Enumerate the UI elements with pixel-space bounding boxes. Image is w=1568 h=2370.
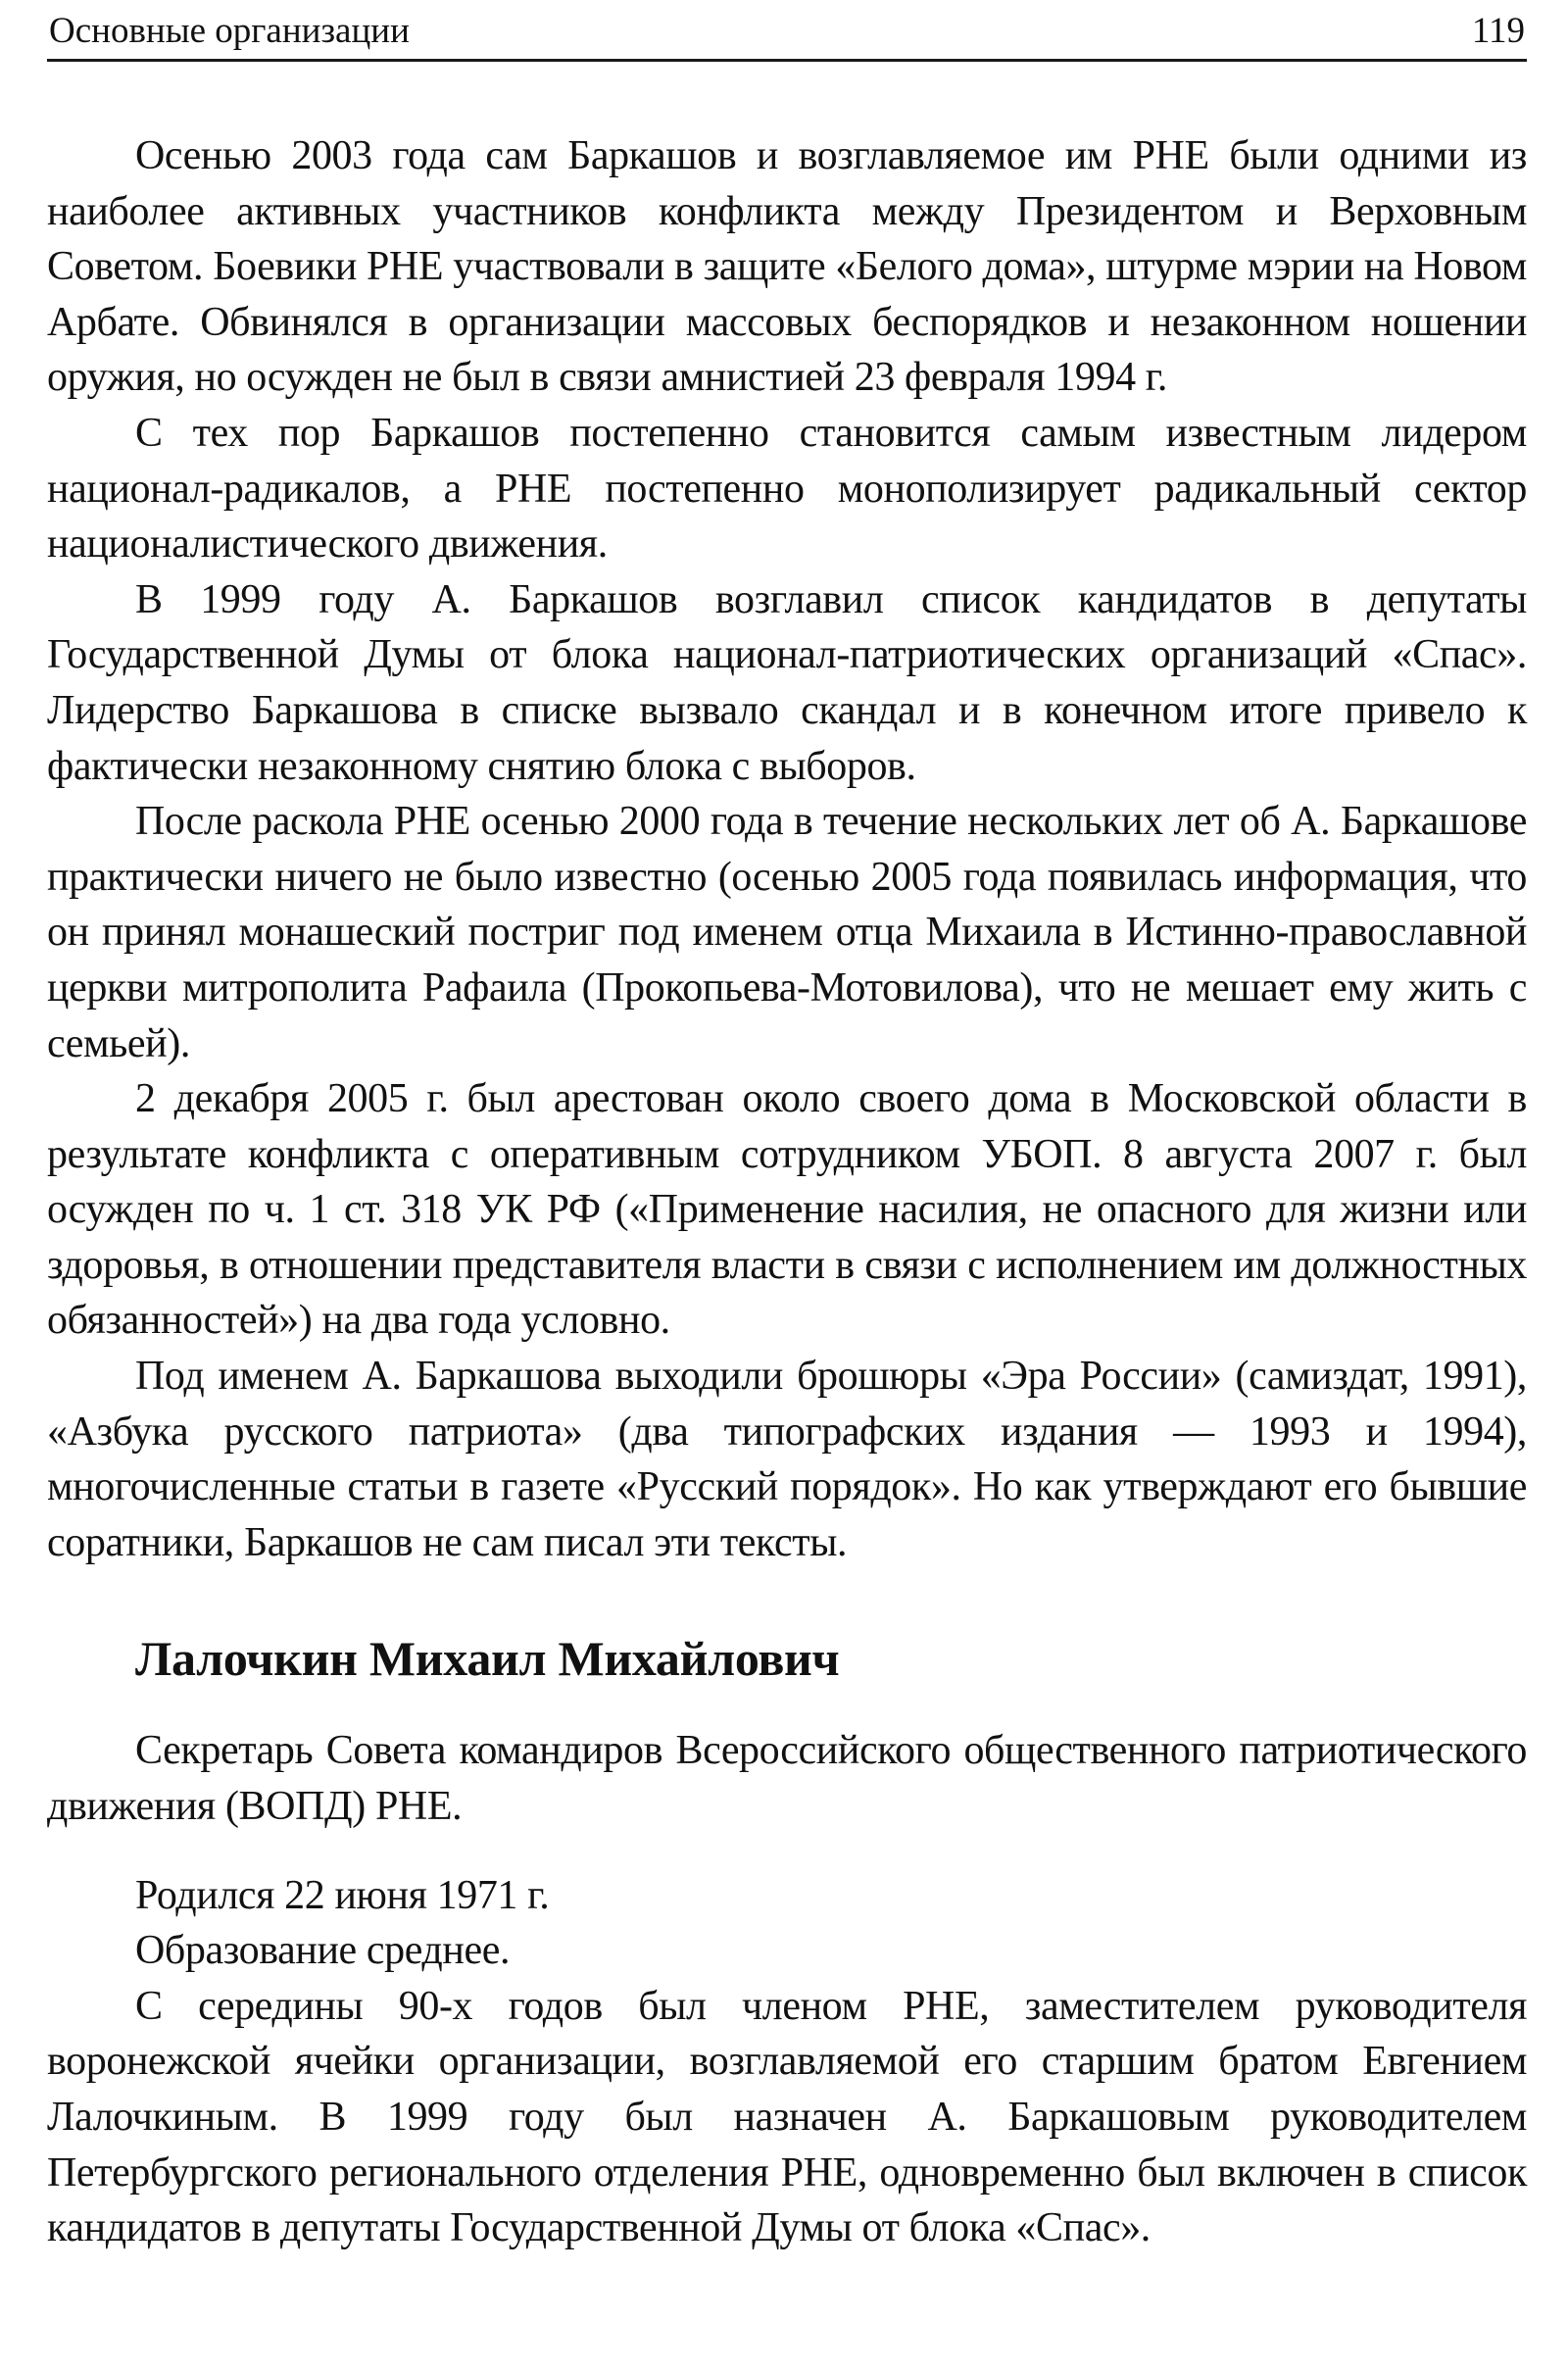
page-body (47, 128, 1527, 2256)
paragraph-publications: Под именем А. Баркашова выходили брошюры «Эра России» (самиздат, 1991), «Азбука русского патриота» (два типографских издания — 1993 и 1994), многочисленные статьи в газете «Русский порядок». Но как утверждают его бывшие соратники, Баркашов не сам писал эти тексты. (47, 1354, 1527, 1565)
birth-date: Родился 22 июня 1971 г. (135, 1872, 550, 1918)
book-page (47, 0, 1527, 2256)
paragraph-arrest: 2 декабря 2005 г. был арестован около своего дома в Московской области в результате конфликта с оперативным сотрудником УБОП. 8 августа 2007 г. был осужден по ч. 1 ст. 318 УК РФ («Применение насилия, не опасного для жизни или здоровья, в отношении представителя власти в связи с исполнением им должностных обязанностей») на два года условно. (47, 1076, 1527, 1344)
page-number: 119 (1471, 11, 1525, 51)
person-summary: Секретарь Совета командиров Всероссийского общественного патриотического движения (ВОПД) РНЕ. (47, 1728, 1527, 1830)
paragraph-leadership: С тех пор Баркашов постепенно становится самым известным лидером национал-радикалов, а РНЕ постепенно монополизирует радикальный сектор националистического движения. (47, 410, 1527, 568)
lalochkin-section (47, 1627, 1527, 2255)
paragraph-1999-elections: В 1999 году А. Баркашов возглавил список кандидатов в депутаты Государственной Думы от блока национал-патриотических организаций «Спас». Лидерство Баркашова в списке вызвало скандал и в конечном итоге привело к фактически незаконному снятию блока с выборов. (47, 576, 1527, 789)
paragraph-after-split: После раскола РНЕ осенью 2000 года в течение нескольких лет об А. Баркашове практически ничего не было известно (осенью 2005 года появилась информация, что он принял монашеский постриг под именем отца Михаила в Истинно-православной церкви митрополита Рафаила (Прокопьева-Мотовилова), что не мешает ему жить с семьей). (47, 799, 1527, 1066)
barkashov-section (47, 128, 1527, 1570)
person-heading: Лалочкин Михаил Михайлович (135, 1631, 840, 1687)
paragraph-1993-events: Осенью 2003 года сам Баркашов и возглавляемое им РНЕ были одними из наиболее активных участников конфликта между Президентом и Верховным Советом. Боевики РНЕ участвовали в защите «Белого дома», штурме мэрии на Новом Арбате. Обвинялся в организации массовых беспорядков и незаконном ношении оружия, но осужден не был в связи амнистией 23 февраля 1994 г. (47, 133, 1527, 401)
running-title: Основные организации (49, 11, 410, 51)
education: Образование среднее. (135, 1928, 511, 1974)
running-header (47, 0, 1527, 62)
biography: С середины 90-х годов был членом РНЕ, заместителем руководителя воронежской ячейки организации, возглавляемой его старшим братом Евгением Лалочкиным. В 1999 году был назначен А. Баркашовым руководителем Петербургского регионального отделения РНЕ, одновременно был включен в список кандидатов в депутаты Государственной Думы от блока «Спас». (47, 1983, 1527, 2251)
